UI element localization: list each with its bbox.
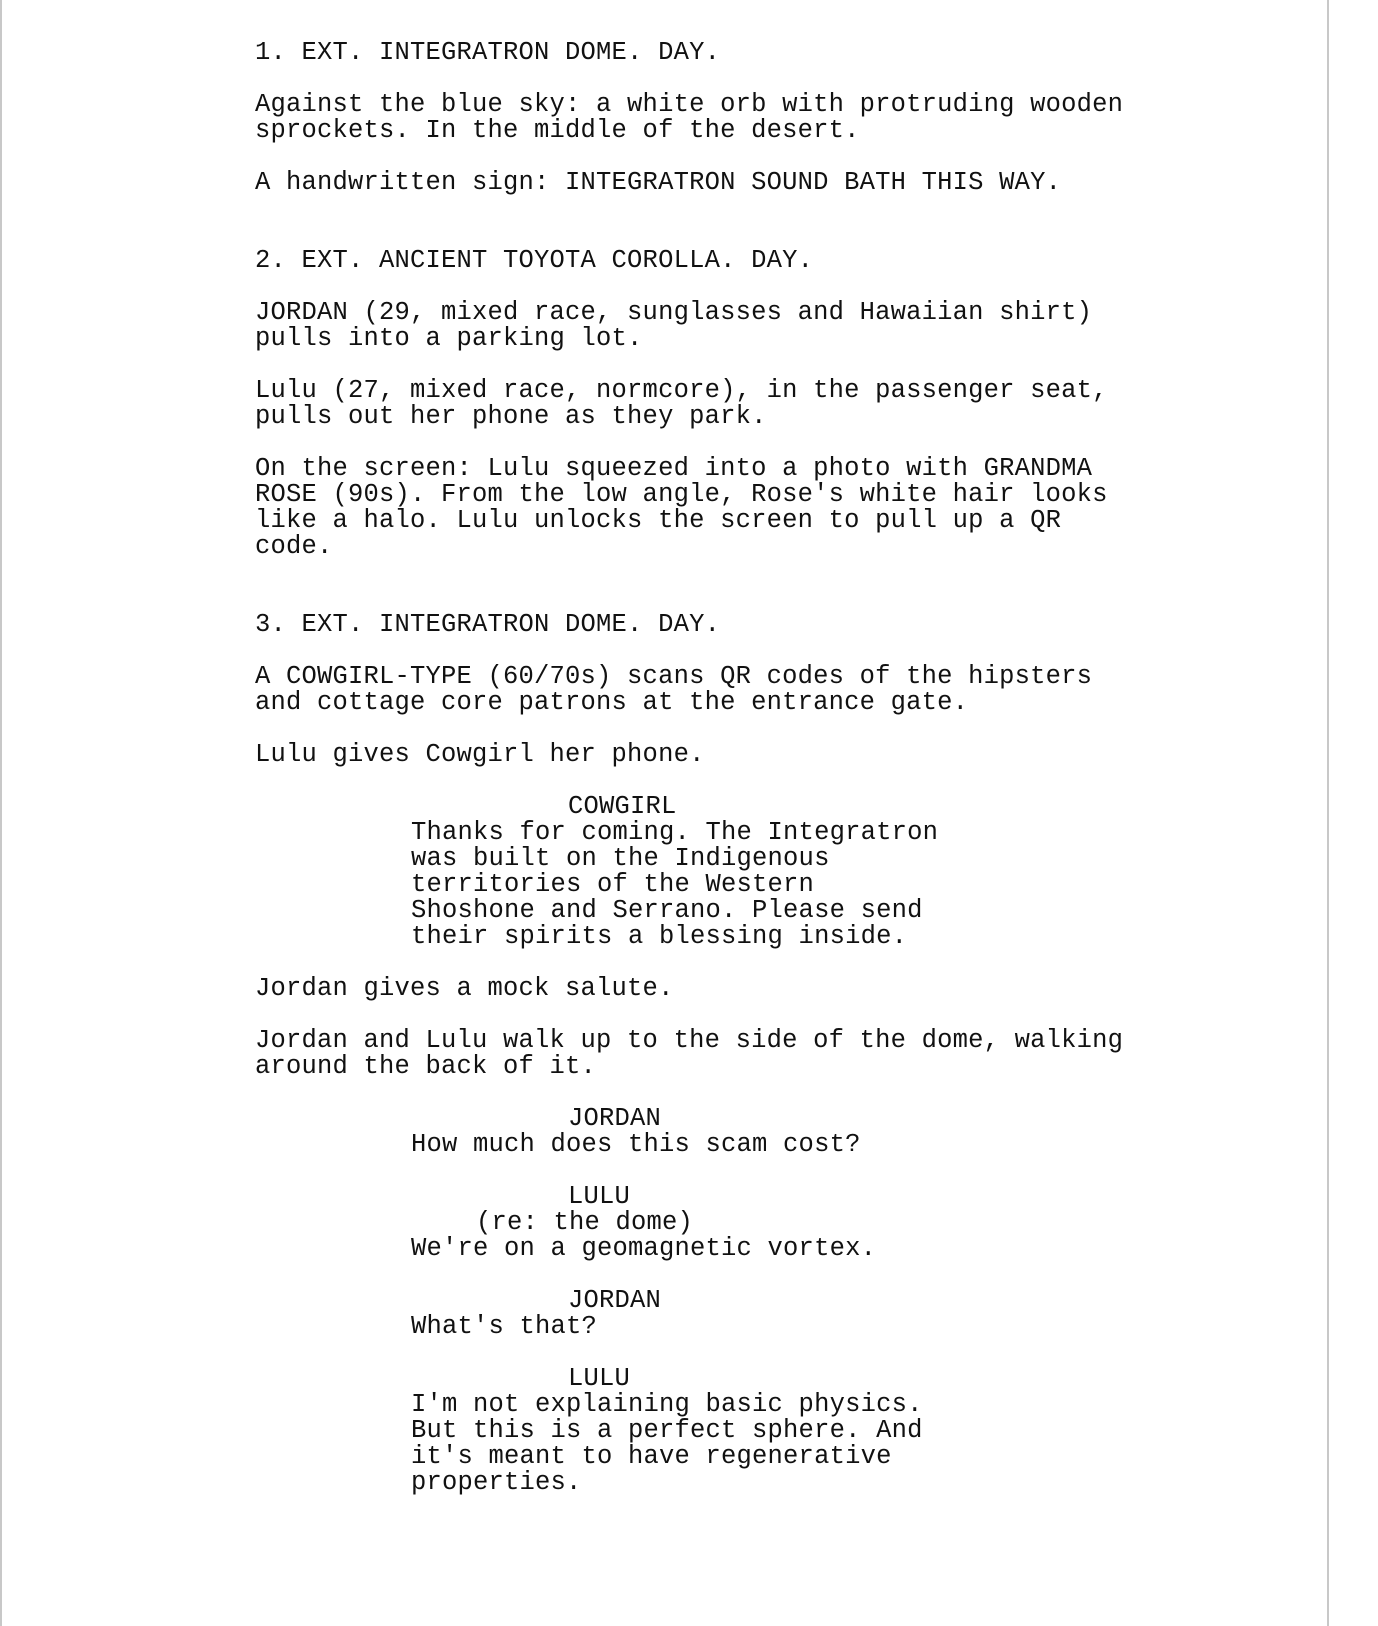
action-line: sprockets. In the middle of the desert. [255, 116, 860, 145]
dialogue-block [255, 794, 1155, 950]
action-block [255, 456, 1155, 560]
action-line: Against the blue sky: a white orb with protruding wooden [255, 90, 1124, 119]
action-line: A COWGIRL-TYPE (60/70s) scans QR codes of the hipsters [255, 662, 1093, 691]
action-block [255, 664, 1155, 716]
dialogue-line: their spirits a blessing inside. [411, 922, 908, 951]
action-line: around the back of it. [255, 1052, 597, 1081]
dialogue-line: was built on the Indigenous [411, 844, 830, 873]
dialogue-block [255, 1288, 1155, 1340]
scene-heading: 1. EXT. INTEGRATRON DOME. DAY. [255, 38, 721, 67]
dialogue-line: properties. [411, 1468, 582, 1497]
dialogue-block [255, 1366, 1155, 1496]
dialogue-line: But this is a perfect sphere. And [411, 1416, 923, 1445]
action-line: On the screen: Lulu squeezed into a photo with GRANDMA [255, 454, 1093, 483]
dialogue-line: Shoshone and Serrano. Please send [411, 896, 923, 925]
character-name: JORDAN [568, 1104, 662, 1133]
character-name: JORDAN [568, 1286, 662, 1315]
scene-heading: 2. EXT. ANCIENT TOYOTA COROLLA. DAY. [255, 246, 814, 275]
action-block [255, 976, 1155, 1002]
action-line: ROSE (90s). From the low angle, Rose's white hair looks [255, 480, 1108, 509]
action-line: Jordan gives a mock salute. [255, 974, 674, 1003]
action-line: A handwritten sign: INTEGRATRON SOUND BATH THIS WAY. [255, 168, 1062, 197]
action-line: Lulu gives Cowgirl her phone. [255, 740, 705, 769]
dialogue-line: How much does this scam cost? [411, 1130, 861, 1159]
action-block [255, 1028, 1155, 1080]
action-block [255, 742, 1155, 768]
dialogue-line: Thanks for coming. The Integratron [411, 818, 939, 847]
action-block [255, 92, 1155, 144]
scene-heading: 3. EXT. INTEGRATRON DOME. DAY. [255, 610, 721, 639]
dialogue-line: territories of the Western [411, 870, 815, 899]
action-line: Lulu (27, mixed race, normcore), in the passenger seat, [255, 376, 1108, 405]
dialogue-line: What's that? [411, 1312, 598, 1341]
dialogue-line: I'm not explaining basic physics. [411, 1390, 923, 1419]
action-block [255, 170, 1155, 196]
character-name: LULU [568, 1182, 631, 1211]
dialogue-line: We're on a geomagnetic vortex. [411, 1234, 877, 1263]
action-block [255, 300, 1155, 352]
action-line: and cottage core patrons at the entrance gate. [255, 688, 969, 717]
action-line: pulls into a parking lot. [255, 324, 643, 353]
action-line: Jordan and Lulu walk up to the side of the dome, walking [255, 1026, 1124, 1055]
action-line: JORDAN (29, mixed race, sunglasses and Hawaiian shirt) [255, 298, 1093, 327]
action-line: code. [255, 532, 333, 561]
parenthetical: (re: the dome) [476, 1208, 694, 1237]
action-block [255, 378, 1155, 430]
dialogue-block [255, 1184, 1155, 1262]
screenplay-body [255, 40, 1155, 1496]
dialogue-block [255, 1106, 1155, 1158]
action-line: pulls out her phone as they park. [255, 402, 767, 431]
character-name: LULU [568, 1364, 631, 1393]
action-line: like a halo. Lulu unlocks the screen to pull up a QR [255, 506, 1062, 535]
page-gutter [1329, 0, 1378, 1626]
character-name: COWGIRL [568, 792, 677, 821]
dialogue-line: it's meant to have regenerative [411, 1442, 892, 1471]
